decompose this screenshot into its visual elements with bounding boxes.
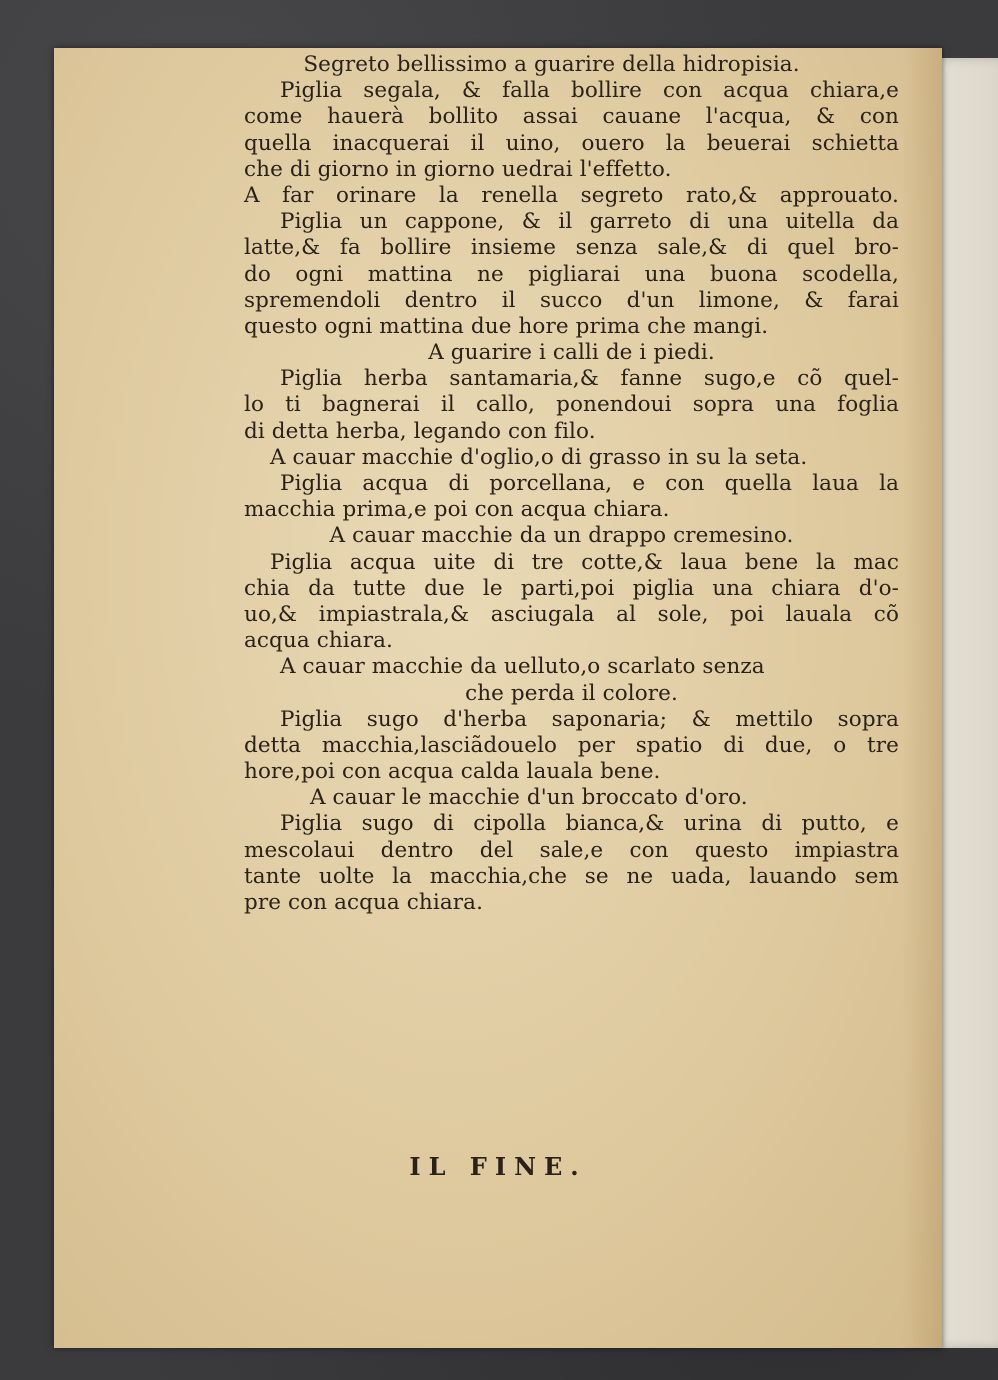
text-line: come hauerà bollito assai cauane l'acqua, & con [244, 104, 899, 130]
heading-velluto: A cauar macchie da uelluto,o scarlato senza [280, 654, 765, 680]
text-line: do ogni mattina ne pigliarai una buona scodella, [244, 261, 899, 287]
text-line: Piglia sugo d'herba saponaria; & mettilo sopra [280, 706, 899, 732]
text-line: Piglia acqua uite di tre cotte,& laua bene la mac [270, 549, 899, 575]
text-line: Piglia acqua di porcellana, e con quella laua la [280, 471, 899, 496]
finis: IL FINE. [409, 1152, 587, 1181]
text-line: di detta herba, legando con filo. [244, 418, 596, 444]
book-page [54, 48, 942, 1348]
heading-cremesino: A cauar macchie da un drappo cremesino. [329, 523, 794, 549]
text-line: hore,poi con acqua calda lauala bene. [244, 759, 661, 785]
heading-macchie-seta: A cauar macchie d'oglio,o di grasso in su la seta. [270, 444, 808, 470]
text-line: quella inacquerai il uino, ouero la beuerai schietta [244, 130, 899, 156]
text-line: tante uolte la macchia,che se ne uada, lauando sem [244, 863, 899, 889]
text-line: acqua chiara. [244, 628, 393, 654]
text-line: detta macchia,lasciãdouelo per spatio di due, o tre [244, 732, 899, 758]
heading-hidropisia: Segreto bellissimo a guarire della hidropisia. [303, 52, 800, 77]
text-line: Piglia un cappone, & il garreto di una uitella da [280, 209, 899, 235]
text-line: lo ti bagnerai il callo, ponendoui sopra una foglia [244, 392, 899, 418]
heading-velluto-cont: che perda il colore. [465, 680, 678, 706]
page-text [244, 52, 899, 916]
text-line: latte,& fa bollire insieme senza sale,& di quel bro- [244, 235, 899, 261]
text-line: questo ogni mattina due hore prima che mangi. [244, 313, 769, 339]
heading-broccato: A cauar le macchie d'un broccato d'oro. [310, 785, 748, 811]
text-line: Piglia segala, & falla bollire con acqua chiara,e [280, 78, 899, 104]
heading-renella: A far orinare la renella segreto rato,& approuato. [244, 182, 899, 208]
text-line: Piglia herba santamaria,& fanne sugo,e cõ quel- [280, 366, 899, 392]
text-line: che di giorno in giorno uedrai l'effetto. [244, 156, 672, 182]
text-line: uo,& impiastrala,& asciugala al sole, poi lauala cõ [244, 601, 899, 627]
text-line: macchia prima,e poi con acqua chiara. [244, 497, 670, 523]
text-line: Piglia sugo di cipolla bianca,& urina di putto, e [280, 811, 899, 837]
text-line: pre con acqua chiara. [244, 890, 483, 915]
text-line: mescolaui dentro del sale,e con questo impiastra [244, 837, 899, 863]
text-line: chia da tutte due le parti,poi piglia una chiara d'o- [244, 575, 899, 601]
heading-calli: A guarire i calli de i piedi. [428, 340, 715, 366]
text-line: spremendoli dentro il succo d'un limone, & farai [244, 287, 899, 313]
